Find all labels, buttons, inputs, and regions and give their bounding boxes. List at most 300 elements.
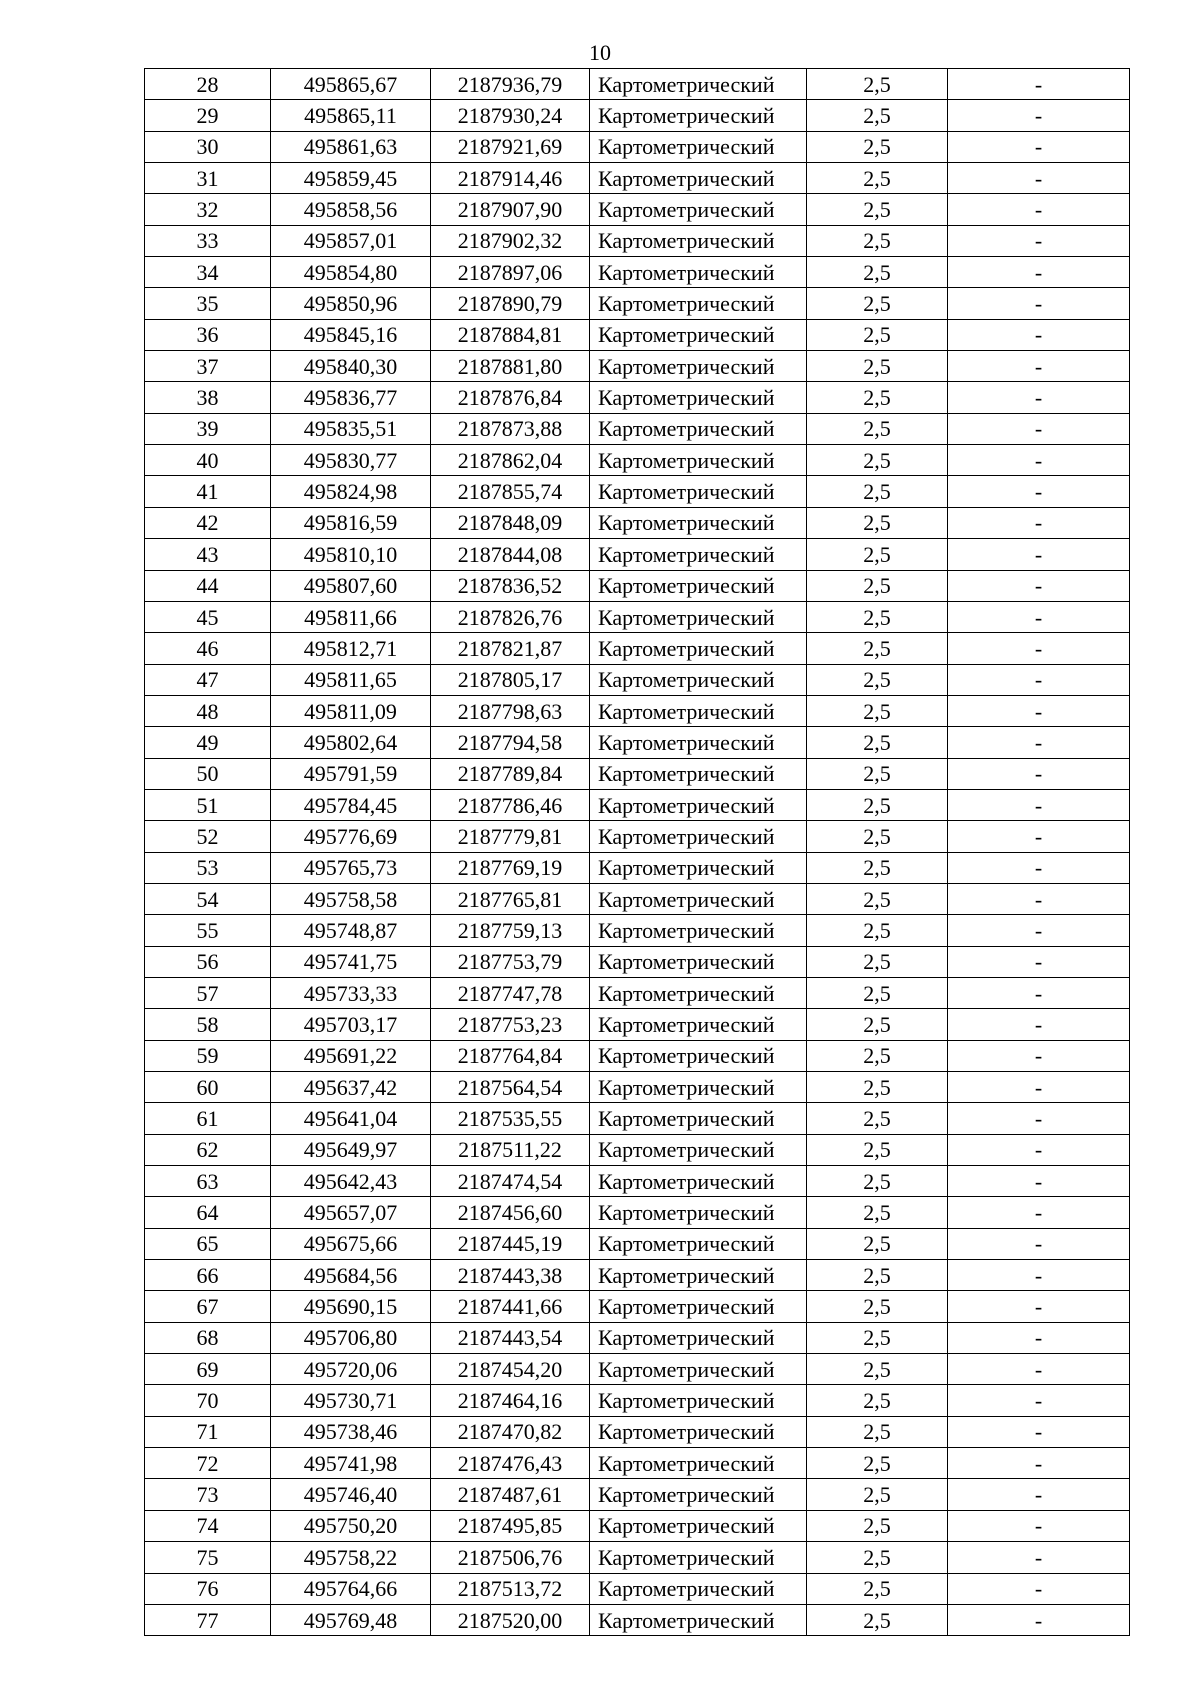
method-cell: Картометрический	[590, 570, 807, 601]
method-cell: Картометрический	[590, 351, 807, 382]
accuracy-cell: 2,5	[807, 288, 948, 319]
x-coordinate-cell: 495748,87	[271, 915, 431, 946]
description-cell: -	[948, 1134, 1130, 1165]
accuracy-cell: 2,5	[807, 1510, 948, 1541]
x-coordinate-cell: 495836,77	[271, 382, 431, 413]
y-coordinate-cell: 2187930,24	[431, 100, 590, 131]
description-cell: -	[948, 1573, 1130, 1604]
y-coordinate-cell: 2187798,63	[431, 695, 590, 726]
y-coordinate-cell: 2187456,60	[431, 1197, 590, 1228]
accuracy-cell: 2,5	[807, 163, 948, 194]
y-coordinate-cell: 2187862,04	[431, 445, 590, 476]
table-row	[145, 883, 1130, 914]
accuracy-cell: 2,5	[807, 852, 948, 883]
description-cell: -	[948, 288, 1130, 319]
x-coordinate-cell: 495845,16	[271, 319, 431, 350]
x-coordinate-cell: 495730,71	[271, 1385, 431, 1416]
y-coordinate-cell: 2187914,46	[431, 163, 590, 194]
method-cell: Картометрический	[590, 1385, 807, 1416]
y-coordinate-cell: 2187936,79	[431, 69, 590, 100]
table-row	[145, 1510, 1130, 1541]
table-row	[145, 1416, 1130, 1447]
method-cell: Картометрический	[590, 1604, 807, 1635]
y-coordinate-cell: 2187786,46	[431, 789, 590, 820]
y-coordinate-cell: 2187441,66	[431, 1291, 590, 1322]
table-row	[145, 1166, 1130, 1197]
point-number-cell: 74	[145, 1510, 271, 1541]
point-number-cell: 59	[145, 1040, 271, 1071]
accuracy-cell: 2,5	[807, 727, 948, 758]
table-row	[145, 977, 1130, 1008]
table-row	[145, 382, 1130, 413]
x-coordinate-cell: 495691,22	[271, 1040, 431, 1071]
accuracy-cell: 2,5	[807, 601, 948, 632]
description-cell: -	[948, 915, 1130, 946]
method-cell: Картометрический	[590, 1072, 807, 1103]
description-cell: -	[948, 1197, 1130, 1228]
table-row	[145, 1134, 1130, 1165]
y-coordinate-cell: 2187844,08	[431, 539, 590, 570]
point-number-cell: 31	[145, 163, 271, 194]
table-row	[145, 507, 1130, 538]
y-coordinate-cell: 2187789,84	[431, 758, 590, 789]
method-cell: Картометрический	[590, 601, 807, 632]
accuracy-cell: 2,5	[807, 758, 948, 789]
table-row	[145, 476, 1130, 507]
y-coordinate-cell: 2187890,79	[431, 288, 590, 319]
description-cell: -	[948, 382, 1130, 413]
x-coordinate-cell: 495703,17	[271, 1009, 431, 1040]
point-number-cell: 58	[145, 1009, 271, 1040]
description-cell: -	[948, 1260, 1130, 1291]
accuracy-cell: 2,5	[807, 664, 948, 695]
accuracy-cell: 2,5	[807, 1072, 948, 1103]
method-cell: Картометрический	[590, 1322, 807, 1353]
table-row	[145, 633, 1130, 664]
description-cell: -	[948, 1510, 1130, 1541]
table-row	[145, 194, 1130, 225]
table-row	[145, 1604, 1130, 1635]
description-cell: -	[948, 1166, 1130, 1197]
accuracy-cell: 2,5	[807, 131, 948, 162]
accuracy-cell: 2,5	[807, 539, 948, 570]
point-number-cell: 28	[145, 69, 271, 100]
table-row	[145, 852, 1130, 883]
accuracy-cell: 2,5	[807, 319, 948, 350]
point-number-cell: 47	[145, 664, 271, 695]
description-cell: -	[948, 194, 1130, 225]
accuracy-cell: 2,5	[807, 1103, 948, 1134]
method-cell: Картометрический	[590, 319, 807, 350]
x-coordinate-cell: 495857,01	[271, 225, 431, 256]
x-coordinate-cell: 495642,43	[271, 1166, 431, 1197]
description-cell: -	[948, 445, 1130, 476]
method-cell: Картометрический	[590, 915, 807, 946]
method-cell: Картометрический	[590, 758, 807, 789]
point-number-cell: 70	[145, 1385, 271, 1416]
y-coordinate-cell: 2187487,61	[431, 1479, 590, 1510]
method-cell: Картометрический	[590, 1416, 807, 1447]
y-coordinate-cell: 2187476,43	[431, 1448, 590, 1479]
method-cell: Картометрический	[590, 1228, 807, 1259]
y-coordinate-cell: 2187805,17	[431, 664, 590, 695]
point-number-cell: 39	[145, 413, 271, 444]
table-row	[145, 1573, 1130, 1604]
x-coordinate-cell: 495854,80	[271, 257, 431, 288]
table-row	[145, 1228, 1130, 1259]
x-coordinate-cell: 495706,80	[271, 1322, 431, 1353]
y-coordinate-cell: 2187753,79	[431, 946, 590, 977]
description-cell: -	[948, 883, 1130, 914]
description-cell: -	[948, 852, 1130, 883]
y-coordinate-cell: 2187564,54	[431, 1072, 590, 1103]
point-number-cell: 60	[145, 1072, 271, 1103]
method-cell: Картометрический	[590, 821, 807, 852]
description-cell: -	[948, 1103, 1130, 1134]
table-row	[145, 601, 1130, 632]
method-cell: Картометрический	[590, 664, 807, 695]
y-coordinate-cell: 2187836,52	[431, 570, 590, 601]
method-cell: Картометрический	[590, 445, 807, 476]
y-coordinate-cell: 2187779,81	[431, 821, 590, 852]
x-coordinate-cell: 495865,67	[271, 69, 431, 100]
description-cell: -	[948, 257, 1130, 288]
point-number-cell: 46	[145, 633, 271, 664]
method-cell: Картометрический	[590, 131, 807, 162]
accuracy-cell: 2,5	[807, 1260, 948, 1291]
point-number-cell: 73	[145, 1479, 271, 1510]
y-coordinate-cell: 2187513,72	[431, 1573, 590, 1604]
description-cell: -	[948, 1040, 1130, 1071]
x-coordinate-cell: 495816,59	[271, 507, 431, 538]
table-row	[145, 789, 1130, 820]
y-coordinate-cell: 2187876,84	[431, 382, 590, 413]
point-number-cell: 45	[145, 601, 271, 632]
description-cell: -	[948, 695, 1130, 726]
table-row	[145, 1479, 1130, 1510]
point-number-cell: 72	[145, 1448, 271, 1479]
x-coordinate-cell: 495858,56	[271, 194, 431, 225]
method-cell: Картометрический	[590, 1197, 807, 1228]
x-coordinate-cell: 495835,51	[271, 413, 431, 444]
y-coordinate-cell: 2187769,19	[431, 852, 590, 883]
point-number-cell: 29	[145, 100, 271, 131]
method-cell: Картометрический	[590, 413, 807, 444]
y-coordinate-cell: 2187764,84	[431, 1040, 590, 1071]
y-coordinate-cell: 2187454,20	[431, 1354, 590, 1385]
y-coordinate-cell: 2187464,16	[431, 1385, 590, 1416]
y-coordinate-cell: 2187821,87	[431, 633, 590, 664]
table-row	[145, 1260, 1130, 1291]
method-cell: Картометрический	[590, 852, 807, 883]
point-number-cell: 66	[145, 1260, 271, 1291]
description-cell: -	[948, 1228, 1130, 1259]
x-coordinate-cell: 495637,42	[271, 1072, 431, 1103]
description-cell: -	[948, 1385, 1130, 1416]
point-number-cell: 75	[145, 1542, 271, 1573]
y-coordinate-cell: 2187794,58	[431, 727, 590, 758]
y-coordinate-cell: 2187759,13	[431, 915, 590, 946]
table-row	[145, 288, 1130, 319]
x-coordinate-cell: 495859,45	[271, 163, 431, 194]
point-number-cell: 49	[145, 727, 271, 758]
x-coordinate-cell: 495784,45	[271, 789, 431, 820]
x-coordinate-cell: 495733,33	[271, 977, 431, 1008]
accuracy-cell: 2,5	[807, 1009, 948, 1040]
point-number-cell: 48	[145, 695, 271, 726]
method-cell: Картометрический	[590, 507, 807, 538]
table-row	[145, 727, 1130, 758]
accuracy-cell: 2,5	[807, 946, 948, 977]
table-row	[145, 664, 1130, 695]
x-coordinate-cell: 495802,64	[271, 727, 431, 758]
point-number-cell: 51	[145, 789, 271, 820]
point-number-cell: 56	[145, 946, 271, 977]
y-coordinate-cell: 2187474,54	[431, 1166, 590, 1197]
accuracy-cell: 2,5	[807, 1228, 948, 1259]
description-cell: -	[948, 1542, 1130, 1573]
accuracy-cell: 2,5	[807, 382, 948, 413]
table-row	[145, 1009, 1130, 1040]
table-row	[145, 821, 1130, 852]
x-coordinate-cell: 495738,46	[271, 1416, 431, 1447]
description-cell: -	[948, 664, 1130, 695]
x-coordinate-cell: 495649,97	[271, 1134, 431, 1165]
point-number-cell: 61	[145, 1103, 271, 1134]
point-number-cell: 65	[145, 1228, 271, 1259]
x-coordinate-cell: 495811,66	[271, 601, 431, 632]
description-cell: -	[948, 351, 1130, 382]
point-number-cell: 52	[145, 821, 271, 852]
coordinates-table-body	[145, 69, 1130, 1636]
description-cell: -	[948, 1354, 1130, 1385]
accuracy-cell: 2,5	[807, 69, 948, 100]
y-coordinate-cell: 2187445,19	[431, 1228, 590, 1259]
accuracy-cell: 2,5	[807, 1448, 948, 1479]
table-row	[145, 539, 1130, 570]
point-number-cell: 36	[145, 319, 271, 350]
accuracy-cell: 2,5	[807, 351, 948, 382]
method-cell: Картометрический	[590, 1510, 807, 1541]
x-coordinate-cell: 495684,56	[271, 1260, 431, 1291]
y-coordinate-cell: 2187765,81	[431, 883, 590, 914]
method-cell: Картометрический	[590, 163, 807, 194]
table-row	[145, 695, 1130, 726]
accuracy-cell: 2,5	[807, 883, 948, 914]
table-row	[145, 570, 1130, 601]
accuracy-cell: 2,5	[807, 1134, 948, 1165]
x-coordinate-cell: 495865,11	[271, 100, 431, 131]
accuracy-cell: 2,5	[807, 1416, 948, 1447]
x-coordinate-cell: 495758,22	[271, 1542, 431, 1573]
table-row	[145, 319, 1130, 350]
point-number-cell: 33	[145, 225, 271, 256]
point-number-cell: 37	[145, 351, 271, 382]
method-cell: Картометрический	[590, 695, 807, 726]
point-number-cell: 34	[145, 257, 271, 288]
y-coordinate-cell: 2187873,88	[431, 413, 590, 444]
table-row	[145, 225, 1130, 256]
table-row	[145, 351, 1130, 382]
accuracy-cell: 2,5	[807, 789, 948, 820]
description-cell: -	[948, 69, 1130, 100]
x-coordinate-cell: 495741,98	[271, 1448, 431, 1479]
method-cell: Картометрический	[590, 1260, 807, 1291]
method-cell: Картометрический	[590, 1166, 807, 1197]
x-coordinate-cell: 495641,04	[271, 1103, 431, 1134]
x-coordinate-cell: 495769,48	[271, 1604, 431, 1635]
table-row	[145, 1040, 1130, 1071]
accuracy-cell: 2,5	[807, 1542, 948, 1573]
method-cell: Картометрический	[590, 789, 807, 820]
table-row	[145, 1103, 1130, 1134]
method-cell: Картометрический	[590, 1354, 807, 1385]
x-coordinate-cell: 495791,59	[271, 758, 431, 789]
y-coordinate-cell: 2187520,00	[431, 1604, 590, 1635]
point-number-cell: 63	[145, 1166, 271, 1197]
point-number-cell: 40	[145, 445, 271, 476]
table-row	[145, 1354, 1130, 1385]
x-coordinate-cell: 495850,96	[271, 288, 431, 319]
table-row	[145, 1322, 1130, 1353]
method-cell: Картометрический	[590, 946, 807, 977]
description-cell: -	[948, 225, 1130, 256]
x-coordinate-cell: 495657,07	[271, 1197, 431, 1228]
description-cell: -	[948, 1322, 1130, 1353]
description-cell: -	[948, 727, 1130, 758]
point-number-cell: 64	[145, 1197, 271, 1228]
accuracy-cell: 2,5	[807, 1604, 948, 1635]
description-cell: -	[948, 1009, 1130, 1040]
description-cell: -	[948, 977, 1130, 1008]
table-row	[145, 1448, 1130, 1479]
accuracy-cell: 2,5	[807, 1040, 948, 1071]
point-number-cell: 44	[145, 570, 271, 601]
description-cell: -	[948, 476, 1130, 507]
description-cell: -	[948, 821, 1130, 852]
table-row	[145, 946, 1130, 977]
accuracy-cell: 2,5	[807, 507, 948, 538]
method-cell: Картометрический	[590, 1134, 807, 1165]
description-cell: -	[948, 570, 1130, 601]
method-cell: Картометрический	[590, 257, 807, 288]
method-cell: Картометрический	[590, 883, 807, 914]
y-coordinate-cell: 2187443,38	[431, 1260, 590, 1291]
x-coordinate-cell: 495830,77	[271, 445, 431, 476]
point-number-cell: 50	[145, 758, 271, 789]
x-coordinate-cell: 495746,40	[271, 1479, 431, 1510]
y-coordinate-cell: 2187470,82	[431, 1416, 590, 1447]
y-coordinate-cell: 2187535,55	[431, 1103, 590, 1134]
accuracy-cell: 2,5	[807, 1479, 948, 1510]
y-coordinate-cell: 2187511,22	[431, 1134, 590, 1165]
method-cell: Картометрический	[590, 382, 807, 413]
description-cell: -	[948, 946, 1130, 977]
x-coordinate-cell: 495750,20	[271, 1510, 431, 1541]
accuracy-cell: 2,5	[807, 695, 948, 726]
point-number-cell: 53	[145, 852, 271, 883]
point-number-cell: 30	[145, 131, 271, 162]
description-cell: -	[948, 539, 1130, 570]
x-coordinate-cell: 495764,66	[271, 1573, 431, 1604]
method-cell: Картометрический	[590, 633, 807, 664]
point-number-cell: 62	[145, 1134, 271, 1165]
accuracy-cell: 2,5	[807, 570, 948, 601]
point-number-cell: 69	[145, 1354, 271, 1385]
method-cell: Картометрический	[590, 727, 807, 758]
page-number: 10	[589, 40, 611, 65]
y-coordinate-cell: 2187921,69	[431, 131, 590, 162]
accuracy-cell: 2,5	[807, 1322, 948, 1353]
description-cell: -	[948, 413, 1130, 444]
y-coordinate-cell: 2187826,76	[431, 601, 590, 632]
accuracy-cell: 2,5	[807, 194, 948, 225]
method-cell: Картометрический	[590, 977, 807, 1008]
point-number-cell: 54	[145, 883, 271, 914]
description-cell: -	[948, 1072, 1130, 1103]
x-coordinate-cell: 495840,30	[271, 351, 431, 382]
point-number-cell: 77	[145, 1604, 271, 1635]
description-cell: -	[948, 507, 1130, 538]
y-coordinate-cell: 2187753,23	[431, 1009, 590, 1040]
y-coordinate-cell: 2187848,09	[431, 507, 590, 538]
table-row	[145, 131, 1130, 162]
accuracy-cell: 2,5	[807, 100, 948, 131]
description-cell: -	[948, 789, 1130, 820]
method-cell: Картометрический	[590, 194, 807, 225]
accuracy-cell: 2,5	[807, 225, 948, 256]
x-coordinate-cell: 495810,10	[271, 539, 431, 570]
x-coordinate-cell: 495807,60	[271, 570, 431, 601]
point-number-cell: 68	[145, 1322, 271, 1353]
method-cell: Картометрический	[590, 100, 807, 131]
method-cell: Картометрический	[590, 69, 807, 100]
x-coordinate-cell: 495758,58	[271, 883, 431, 914]
description-cell: -	[948, 758, 1130, 789]
method-cell: Картометрический	[590, 288, 807, 319]
description-cell: -	[948, 601, 1130, 632]
y-coordinate-cell: 2187884,81	[431, 319, 590, 350]
accuracy-cell: 2,5	[807, 915, 948, 946]
description-cell: -	[948, 163, 1130, 194]
table-row	[145, 758, 1130, 789]
table-row	[145, 413, 1130, 444]
y-coordinate-cell: 2187855,74	[431, 476, 590, 507]
table-row	[145, 915, 1130, 946]
method-cell: Картометрический	[590, 225, 807, 256]
x-coordinate-cell: 495720,06	[271, 1354, 431, 1385]
method-cell: Картометрический	[590, 476, 807, 507]
accuracy-cell: 2,5	[807, 1385, 948, 1416]
point-number-cell: 32	[145, 194, 271, 225]
point-number-cell: 71	[145, 1416, 271, 1447]
x-coordinate-cell: 495811,65	[271, 664, 431, 695]
table-row	[145, 1291, 1130, 1322]
description-cell: -	[948, 1448, 1130, 1479]
method-cell: Картометрический	[590, 539, 807, 570]
y-coordinate-cell: 2187747,78	[431, 977, 590, 1008]
description-cell: -	[948, 633, 1130, 664]
accuracy-cell: 2,5	[807, 413, 948, 444]
x-coordinate-cell: 495811,09	[271, 695, 431, 726]
method-cell: Картометрический	[590, 1103, 807, 1134]
x-coordinate-cell: 495690,15	[271, 1291, 431, 1322]
y-coordinate-cell: 2187897,06	[431, 257, 590, 288]
point-number-cell: 43	[145, 539, 271, 570]
accuracy-cell: 2,5	[807, 977, 948, 1008]
point-number-cell: 41	[145, 476, 271, 507]
table-row	[145, 445, 1130, 476]
